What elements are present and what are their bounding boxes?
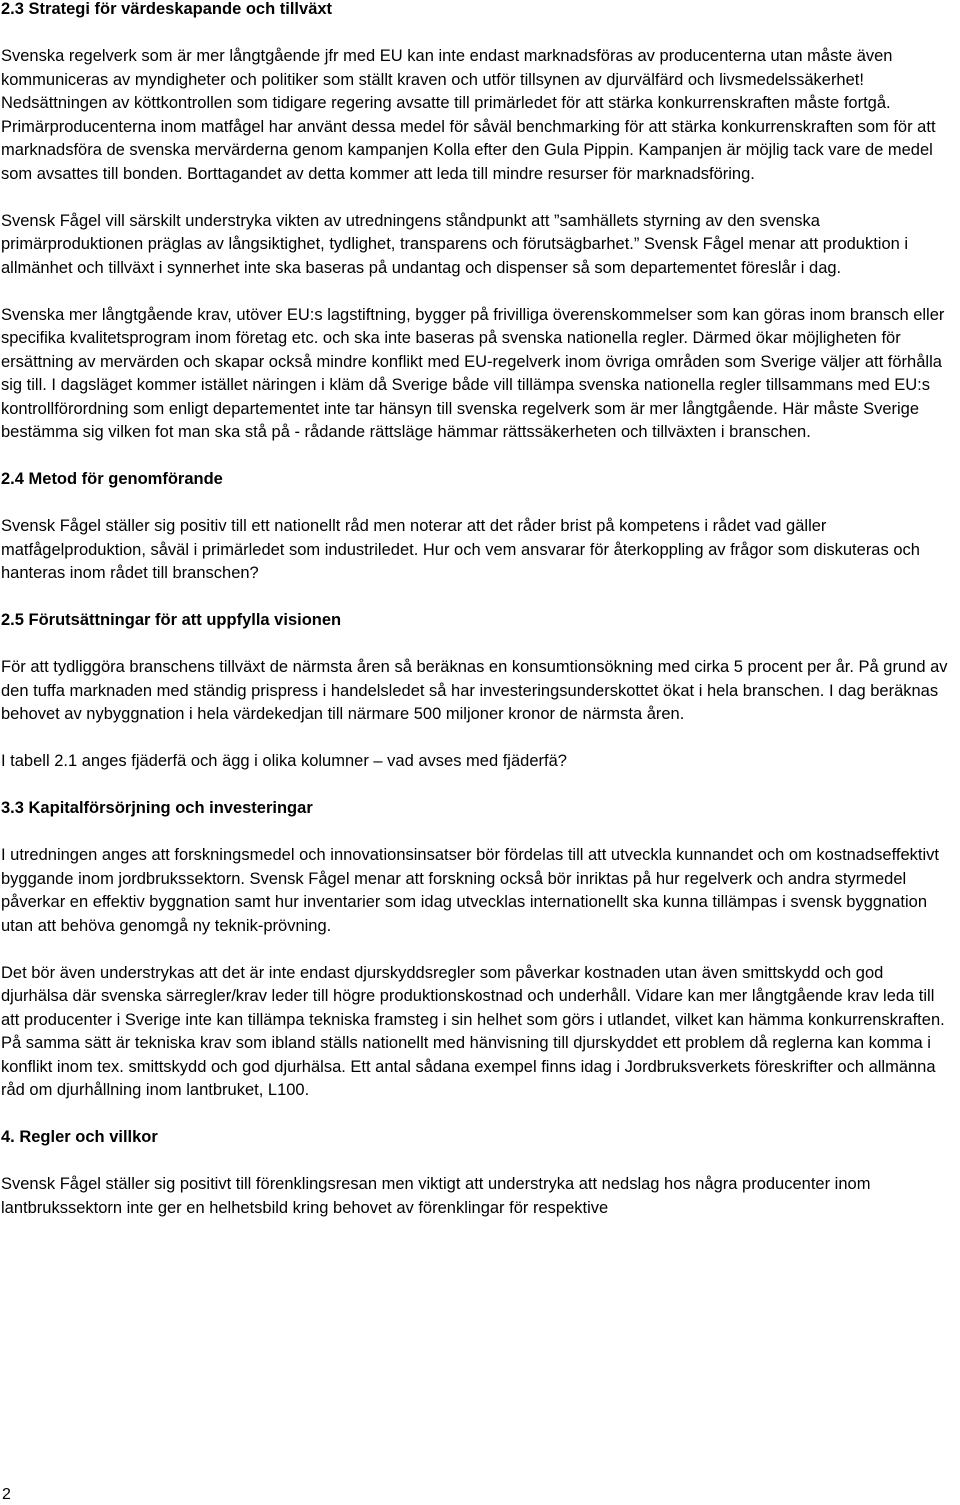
paragraph: För att tydliggöra branschens tillväxt de närmsta åren så beräknas en konsumtionsökning med cirka 5 procent per år. På grund av den tuffa marknaden med ständig prispress i handelsledet så har investeringsunderskottet ökat i hela branschen. I dag beräknas behovet av nybyggnation i hela värdekedjan till närmare 500 miljoner kronor de närmsta åren. [1, 658, 948, 723]
section-heading-3-3: 3.3 Kapitalförsörjning och investeringar [1, 799, 313, 817]
paragraph: Svensk Fågel vill särskilt understryka vikten av utredningens ståndpunkt att ”samhällets styrning av den svenska primärproduktionen präglas av långsiktighet, tydlighet, transparens och förutsägbarhet.” Svensk Fågel menar att produktion i allmänhet och tillväxt i synnerhet inte ska baseras på undantag och dispenser så som departementet föreslår i dag. [1, 211, 909, 277]
paragraph: Svenska regelverk som är mer långtgående jfr med EU kan inte endast marknadsföras av producenterna utan måste även kommuniceras av myndigheter och politiker som ställt kraven och utför tillsynen av djurvälfärd och livsmedelssäkerhet! Nedsättningen av köttkontrollen som tidigare regering avsatte till primärledet för att stärka konkurrenskraften måste fortgå. Primärproducenterna inom matfågel har använt dessa medel för såväl benchmarking för att stärka konkurrenskraften som för att marknadsföra de svenska mervärderna genom kampanjen Kolla efter den Gula Pippin. Kampanjen är möjlig tack vare de medel som avsattes till bonden. Borttagandet av detta kommer att leda till mindre resurser för marknadsföring. [1, 47, 936, 183]
page-number: 2 [2, 1486, 11, 1503]
section-heading-2-5: 2.5 Förutsättningar för att uppfylla visionen [1, 611, 342, 629]
paragraph: I tabell 2.1 anges fjäderfä och ägg i olika kolumner – vad avses med fjäderfä? [1, 752, 567, 770]
paragraph: Det bör även understrykas att det är inte endast djurskyddsregler som påverkar kostnaden utan även smittskydd och god djurhälsa där svenska särregler/krav leder till högre produktionskostnad och underhåll. Vidare kan mer långtgående krav leda till att producenter i Sverige inte kan tillämpa tekniska framsteg i sin helhet som görs i utlandet, vilket kan hämma konkurrenskraften. På samma sätt är tekniska krav som ibland ställs nationellt med hänvisning till djurskyddet ett problem då reglerna kan komma i konflikt inom tex. smittskydd och god djurhälsa. Ett antal sådana exempel finns idag i Jordbruksverkets föreskrifter och allmänna råd om djurhållning inom lantbruket, L100. [1, 963, 945, 1099]
paragraph: Svensk Fågel ställer sig positivt till förenklingsresan men viktigt att understryka att nedslag hos några producenter inom lantbrukssektorn inte ger en helhetsbild kring behovet av förenklingar för respektive [1, 1175, 871, 1217]
section-heading-2-3: 2.3 Strategi för värdeskapande och tillväxt [1, 0, 333, 18]
paragraph: I utredningen anges att forskningsmedel och innovationsinsatser bör fördelas till att utveckla kunnandet och om kostnadseffektivt byggande inom jordbrukssektorn. Svensk Fågel menar att forskning också bör inriktas på hur regelverk och andra styrmedel påverkar en effektiv byggnation samt hur inventarier som idag utvecklas internationellt ska kunna tillämpas i svensk byggnation utan att behöva genomgå ny teknik-prövning. [1, 846, 939, 935]
section-heading-4: 4. Regler och villkor [1, 1128, 158, 1146]
paragraph: Svenska mer långtgående krav, utöver EU:s lagstiftning, bygger på frivilliga överenskommelser som kan göras inom bransch eller specifika kvalitetsprogram inom företag etc. och ska inte baseras på svenska nationella regler. Därmed ökar möjligheten för ersättning av mervärden och skapar också mindre konflikt med EU-regelverk inom övriga områden som Sverige väljer att förhålla sig till. I dagsläget kommer istället näringen i kläm då Sverige både vill tillämpa svenska nationella regler tillsammans med EU:s kontrollförordning som enligt departementet inte tar hänsyn till svenska regelverk som är mer långtgående. Här måste Sverige bestämma sig vilken fot man ska stå på - rådande rättsläge hämmar rättssäkerheten och tillväxten i branschen. [1, 305, 945, 441]
document-body [1, 0, 953, 1220]
section-heading-2-4: 2.4 Metod för genomförande [1, 470, 223, 488]
paragraph: Svensk Fågel ställer sig positiv till ett nationellt råd men noterar att det råder brist på kompetens i rådet vad gäller matfågelproduktion, såväl i primärledet som industriledet. Hur och vem ansvarar för återkoppling av frågor som diskuteras och hanteras inom rådet till branschen? [1, 517, 920, 582]
